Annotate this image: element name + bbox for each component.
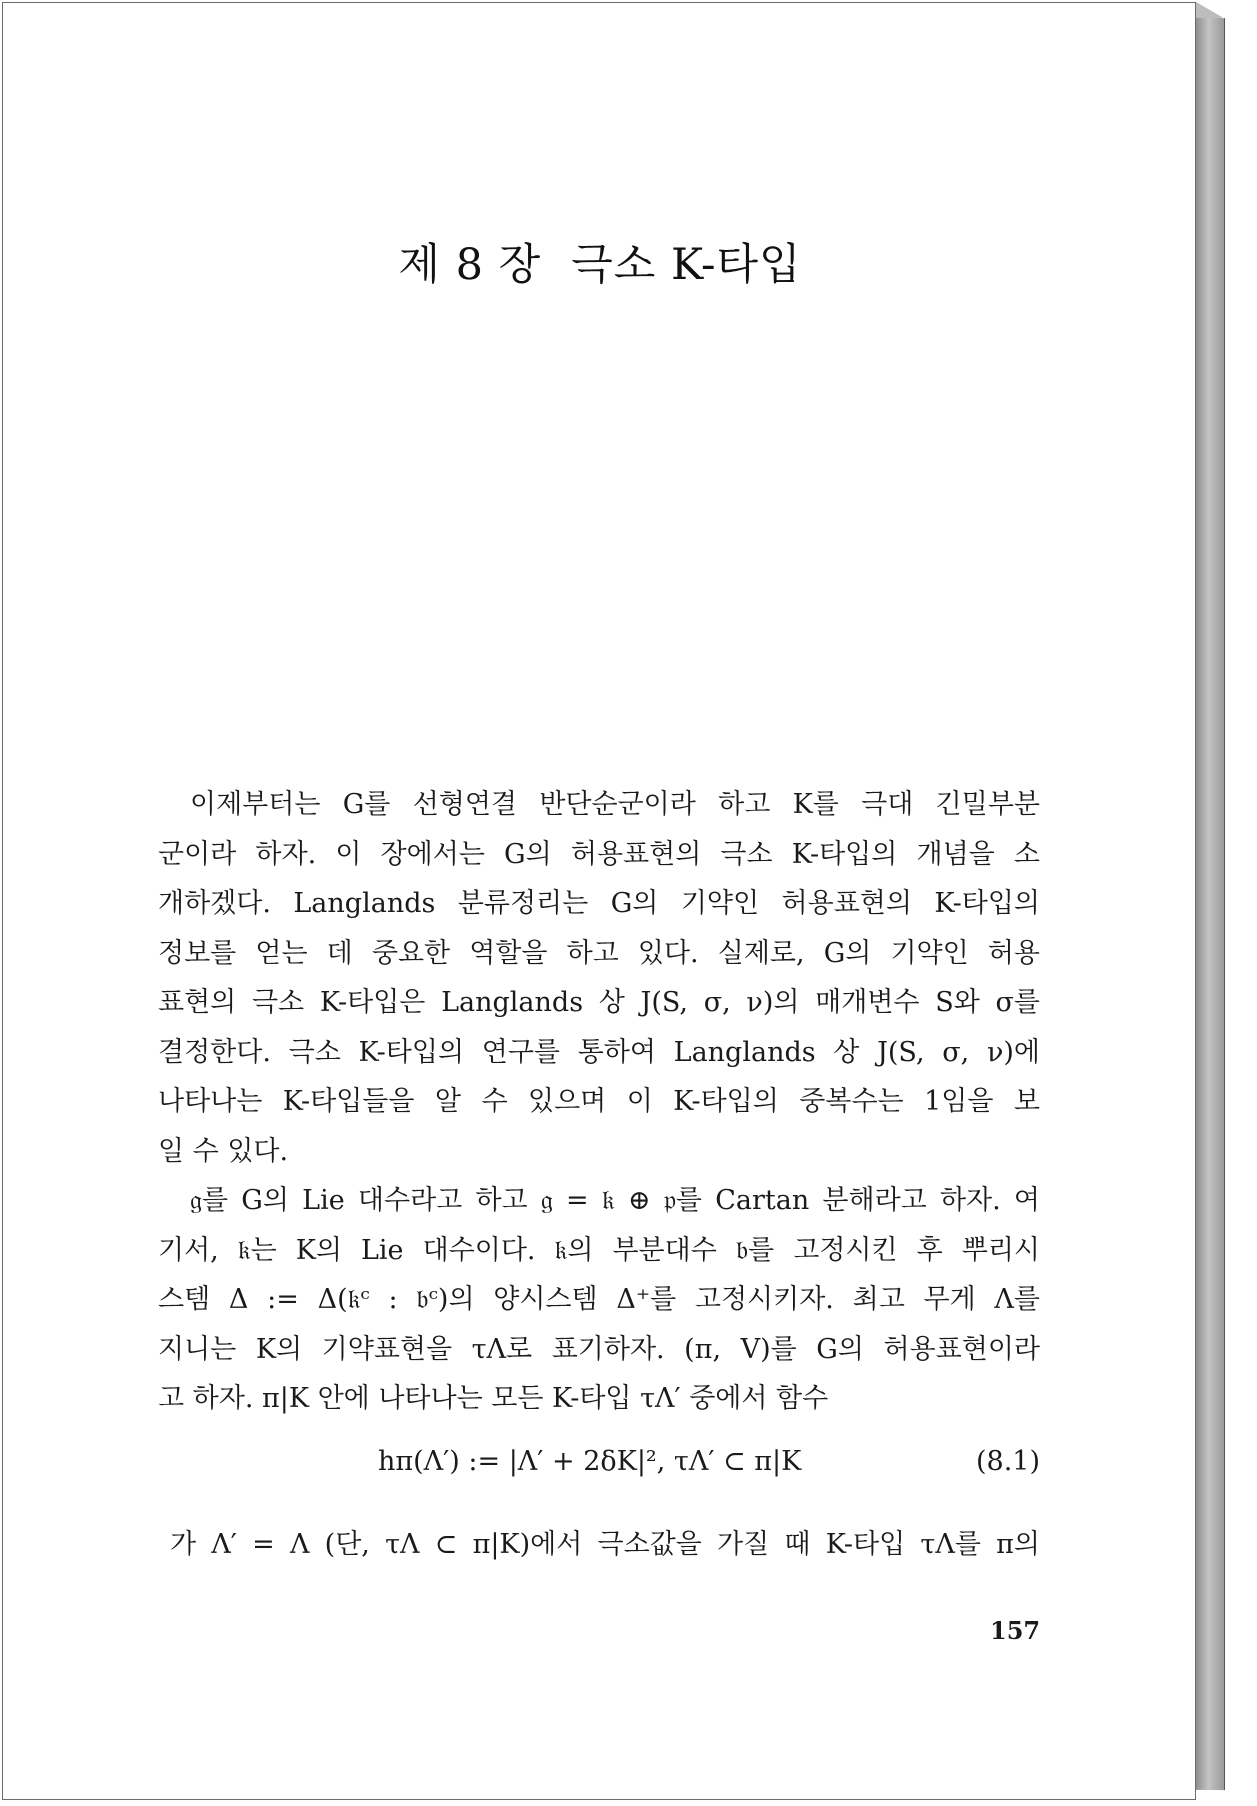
body-text	[158, 780, 1040, 1424]
text-line: 표현의 극소 K-타입은 Langlands 상 J(S, σ, ν)의 매개변수 S와 σ를	[158, 987, 1040, 1018]
equation-8-1	[158, 1444, 1040, 1494]
text-line: 일 수 있다.	[158, 1135, 289, 1167]
paragraph-2	[158, 1176, 1040, 1424]
page-number: 157	[990, 1616, 1041, 1645]
equation-number: (8.1)	[975, 1446, 1040, 1477]
text-line: 고 하자. π|K 안에 나타나는 모든 K-타입 τΛ′ 중에서 함수	[158, 1383, 829, 1414]
text-line-after-equation: 가 Λ′ = Λ (단, τΛ ⊂ π|K)에서 극소값을 가질 때 K-타입 τΛ를 π의	[170, 1529, 1040, 1560]
text-line: 나타나는 K-타입들을 알 수 있으며 이 K-타입의 중복수는 1임을 보	[158, 1086, 1040, 1117]
text-line: 이제부터는 G를 선형연결 반단순군이라 하고 K를 극대 긴밀부분	[190, 789, 1040, 820]
text-line: 스템 Δ := Δ(𝔨ᶜ : 𝔟ᶜ)의 양시스템 Δ⁺를 고정시키자. 최고 무게 Λ를	[158, 1284, 1040, 1315]
text-line: 개하겠다. Langlands 분류정리는 G의 기약인 허용표현의 K-타입의	[158, 888, 1040, 919]
text-line: 지니는 K의 기약표현을 τΛ로 표기하자. (π, V)를 G의 허용표현이라	[158, 1333, 1040, 1365]
text-line: 𝔤를 G의 Lie 대수라고 하고 𝔤 = 𝔨 ⊕ 𝔭를 Cartan 분해라고 하자. 여	[190, 1185, 1040, 1216]
chapter-title	[3, 231, 1197, 292]
chapter-name: 극소 K-타입	[571, 240, 802, 290]
equation-formula: hπ(Λ′) := |Λ′ + 2δK|², τΛ′ ⊂ π|K	[378, 1446, 802, 1477]
text-line: 정보를 얻는 데 중요한 역할을 하고 있다. 실제로, G의 기약인 허용	[158, 937, 1040, 969]
text-line: 군이라 하자. 이 장에서는 G의 허용표현의 극소 K-타입의 개념을 소	[158, 838, 1040, 870]
paragraph-1	[158, 780, 1040, 1176]
chapter-label: 제 8 장	[398, 240, 542, 290]
text-line: 기서, 𝔨는 K의 Lie 대수이다. 𝔨의 부분대수 𝔟를 고정시킨 후 뿌리시	[158, 1234, 1040, 1266]
book-spine	[1196, 18, 1225, 1790]
text-line: 결정한다. 극소 K-타입의 연구를 통하여 Langlands 상 J(S, σ, ν)에	[158, 1036, 1040, 1068]
